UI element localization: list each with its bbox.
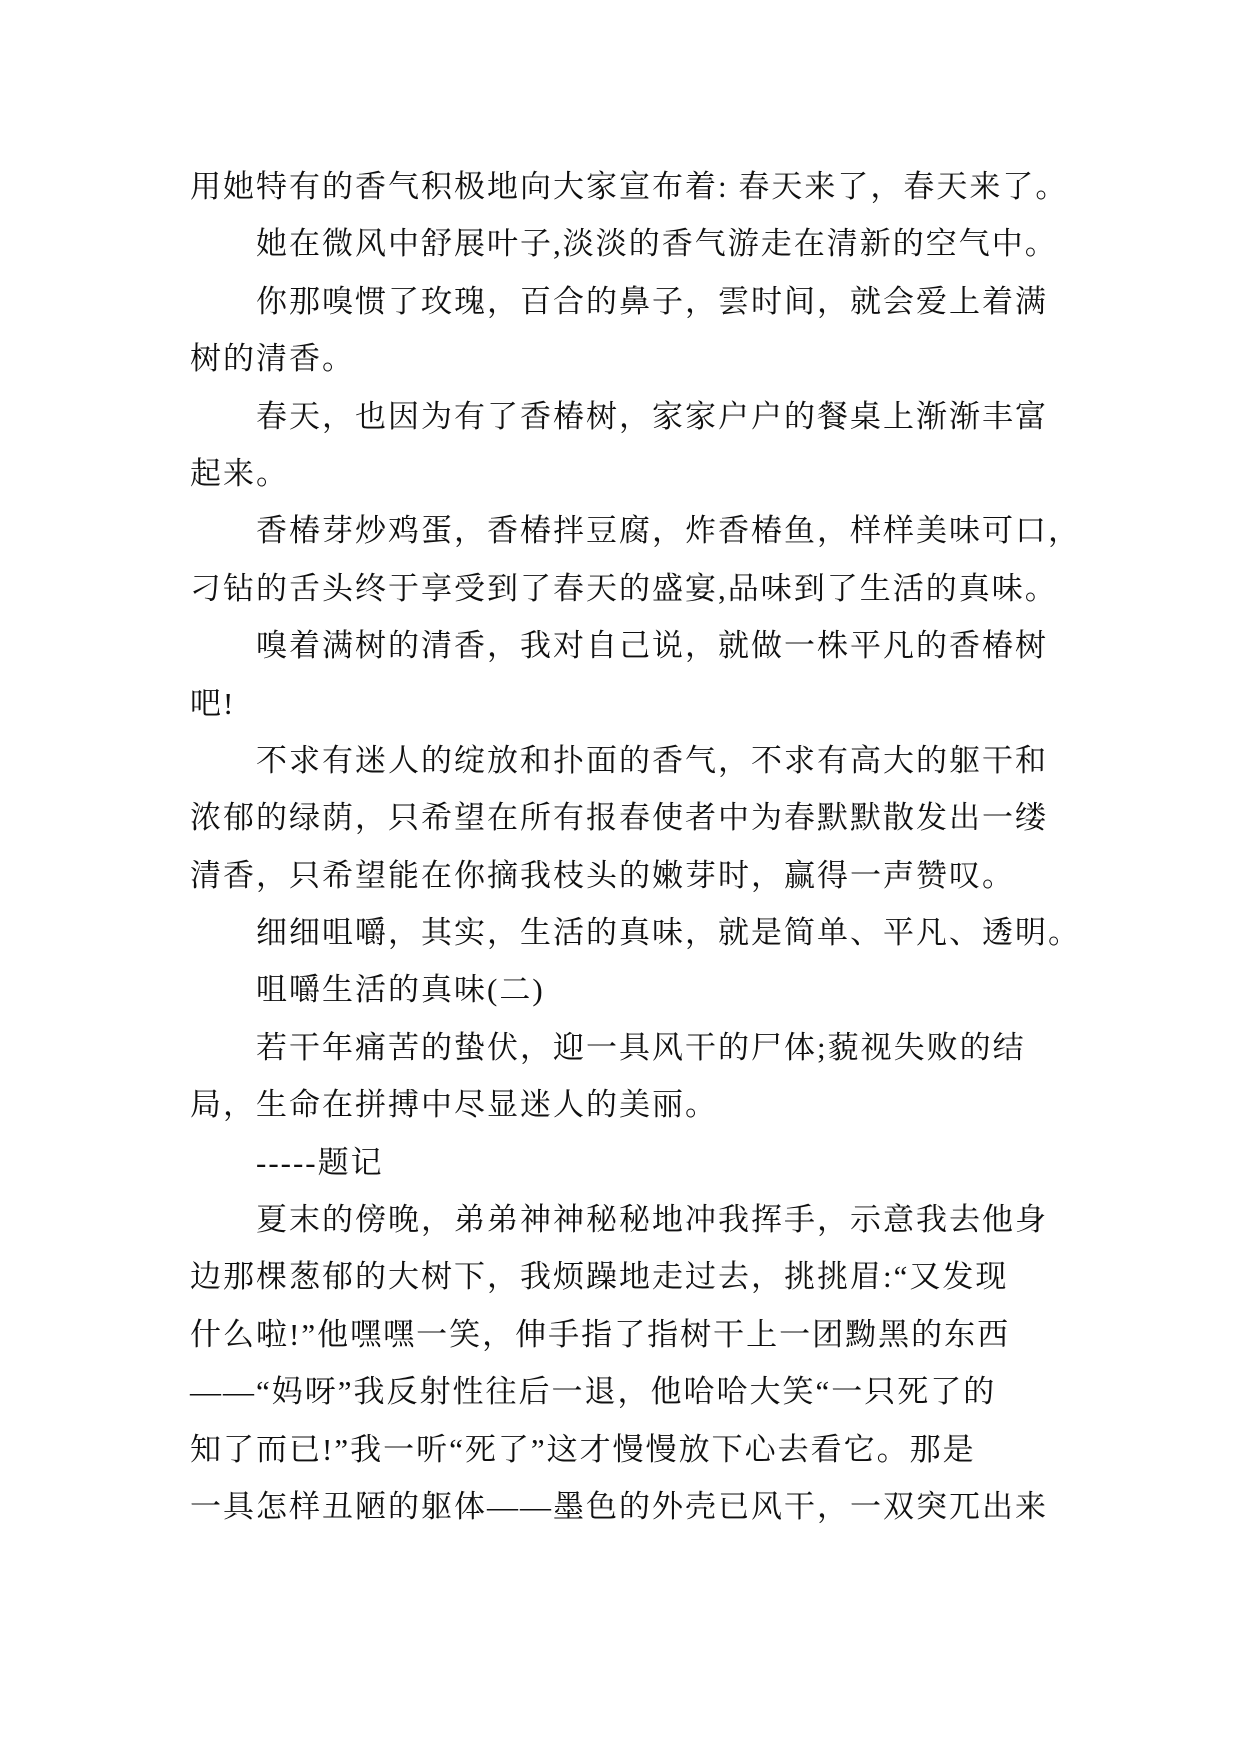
text-line: 知了而已!”我一听“死了”这才慢慢放下心去看它。那是 xyxy=(190,1431,976,1467)
text-line: 吧! xyxy=(190,685,236,721)
text-line: 嗅着满树的清香，我对自己说，就做一株平凡的香椿树 xyxy=(256,628,1048,664)
text-line: -----题记 xyxy=(256,1144,384,1180)
text-line: 用她特有的香气积极地向大家宣布着: 春天来了，春天来了。 xyxy=(190,169,1069,204)
text-line: 树的清香。 xyxy=(190,341,355,377)
text-line: ——“妈呀”我反射性往后一退，他哈哈大笑“一只死了的 xyxy=(190,1374,997,1410)
text-line: 若干年痛苦的蛰伏，迎一具风干的尸体;藐视失败的结 xyxy=(256,1029,1026,1065)
text-line: 春天，也因为有了香椿树，家家户户的餐桌上渐渐丰富 xyxy=(256,398,1048,434)
text-line: 清香，只希望能在你摘我枝头的嫩芽时，赢得一声赞叹。 xyxy=(190,857,1015,893)
text-line: 你那嗅惯了玫瑰，百合的鼻子，雲时间，就会爱上着满 xyxy=(256,283,1048,319)
text-line: 边那棵葱郁的大树下，我烦躁地走过去，挑挑眉:“又发现 xyxy=(190,1259,1009,1295)
text-line: 什么啦!”他嘿嘿一笑，伸手指了指树干上一团黝黑的东西 xyxy=(190,1316,1011,1352)
text-line: 起来。 xyxy=(190,455,289,491)
text-line: 她在微风中舒展叶子,淡淡的香气游走在清新的空气中。 xyxy=(256,226,1058,262)
essay-body xyxy=(190,158,1110,1535)
text-line: 一具怎样丑陋的躯体——墨色的外壳已风干，一双突兀出来 xyxy=(190,1488,1048,1524)
text-line: 不求有迷人的绽放和扑面的香气，不求有高大的躯干和 xyxy=(256,742,1048,778)
text-line: 刁钻的舌头终于享受到了春天的盛宴,品味到了生活的真味。 xyxy=(190,570,1058,606)
text-line: 细细咀嚼，其实，生活的真味，就是简单、平凡、透明。 xyxy=(256,915,1081,951)
text-line: 夏末的傍晚，弟弟神神秘秘地冲我挥手，示意我去他身 xyxy=(256,1202,1048,1238)
text-line: 咀嚼生活的真味(二) xyxy=(256,972,545,1008)
text-line: 浓郁的绿荫，只希望在所有报春使者中为春默默散发出一缕 xyxy=(190,800,1048,836)
text-line: 局，生命在拼搏中尽显迷人的美丽。 xyxy=(190,1087,718,1123)
text-line: 香椿芽炒鸡蛋，香椿拌豆腐，炸香椿鱼，样样美味可口， xyxy=(256,513,1081,549)
